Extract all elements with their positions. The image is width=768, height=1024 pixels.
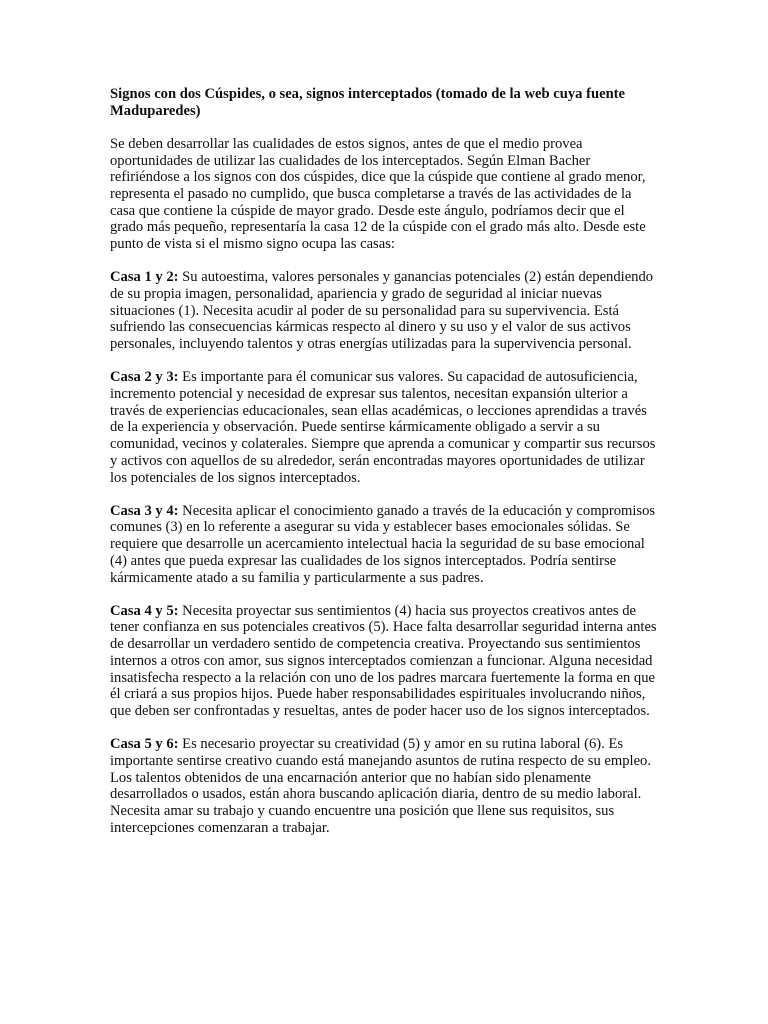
section-text: Necesita aplicar el conocimiento ganado a través de la educación y compromisos comunes (3) en lo referente a asegurar su vida y establecer bases emocionales sólidas. Se requiere que desarrolle un acercamiento intelectual hacia la seguridad de su base emocional (4) antes que pueda expresar las cualidades de los signos interceptados. Podría sentirse kármicamente atado a su familia y particularmente a sus padres.: [110, 502, 656, 586]
section-heading: Casa 1 y 2:: [110, 269, 179, 286]
section-heading: Casa 5 y 6:: [110, 736, 179, 753]
section-paragraph: [110, 503, 658, 587]
section-heading: Casa 2 y 3:: [110, 369, 179, 386]
section-heading: Casa 4 y 5:: [110, 602, 179, 619]
document-page: [110, 86, 658, 853]
section-paragraph: [110, 603, 658, 720]
section-paragraph: [110, 269, 658, 353]
document-title: Signos con dos Cúspides, o sea, signos interceptados (tomado de la web cuya fuente Maduparedes): [110, 86, 626, 119]
section-text: Es necesario proyectar su creatividad (5) y amor en su rutina laboral (6). Es importante sentirse creativo cuando está manejando asuntos de rutina respecto de su empleo. Los talentos obtenidos de una encarnación anterior que no habían sido plenamente desarrollados o usados, están ahora buscando aplicación diaria, dentro de su medio laboral. Necesita amar su trabajo y cuando encuentre una posición que llene sus requisitos, sus intercepciones comenzaran a trabajar.: [110, 736, 652, 836]
section-text: Es importante para él comunicar sus valores. Su capacidad de autosuficiencia, incremento potencial y necesidad de expresar sus talentos, necesitan expansión ulterior a través de experiencias educacionales, sean ellas académicas, o lecciones aprendidas a través de la experiencia y observación. Puede sentirse kármicamente obligado a servir a su comunidad, vecinos y colaterales. Siempre que aprenda a comunicar y compartir sus recursos y activos con aquellos de su alrededor, serán encontradas mayores oportunidades de utilizar los potenciales de los signos interceptados.: [110, 369, 656, 486]
section-text: Necesita proyectar sus sentimientos (4) hacia sus proyectos creativos antes de tener confianza en sus potenciales creativos (5). Hace falta desarrollar seguridad interna antes de desarrollar un verdadero sentido de competencia creativa. Proyectando sus sentimientos internos a otros con amor, sus signos interceptados comienzan a funcionar. Alguna necesidad insatisfecha respecto a la relación con uno de los padres marcara fuertemente la forma en que él criará a sus propios hijos. Puede haber responsabilidades espirituales involucrando niños, que deben ser confrontadas y resueltas, antes de poder hacer uso de los signos interceptados.: [110, 602, 657, 719]
section-paragraph: [110, 369, 658, 486]
section-paragraph: [110, 736, 658, 836]
section-heading: Casa 3 y 4:: [110, 502, 179, 519]
section-text: Su autoestima, valores personales y ganancias potenciales (2) están dependiendo de su propia imagen, personalidad, apariencia y grado de seguridad al iniciar nuevas situaciones (1). Necesita acudir al poder de su personalidad para su supervivencia. Está sufriendo las consecuencias kármicas respecto al dinero y su uso y el valor de sus activos personales, incluyendo talentos y otras energías utilizadas para la supervivencia personal.: [110, 269, 654, 353]
intro-paragraph: Se deben desarrollar las cualidades de estos signos, antes de que el medio provea oportunidades de utilizar las cualidades de los interceptados. Según Elman Bacher refiriéndose a los signos con dos cúspides, dice que la cúspide que contiene al grado menor, representa el pasado no cumplido, que busca completarse a través de las actividades de la casa que contiene la cúspide de mayor grado. Desde este ángulo, podríamos decir que el grado más pequeño, representaría la casa 12 de la cúspide con el grado más alto. Desde este punto de vista si el mismo signo ocupa las casas:: [110, 135, 646, 253]
